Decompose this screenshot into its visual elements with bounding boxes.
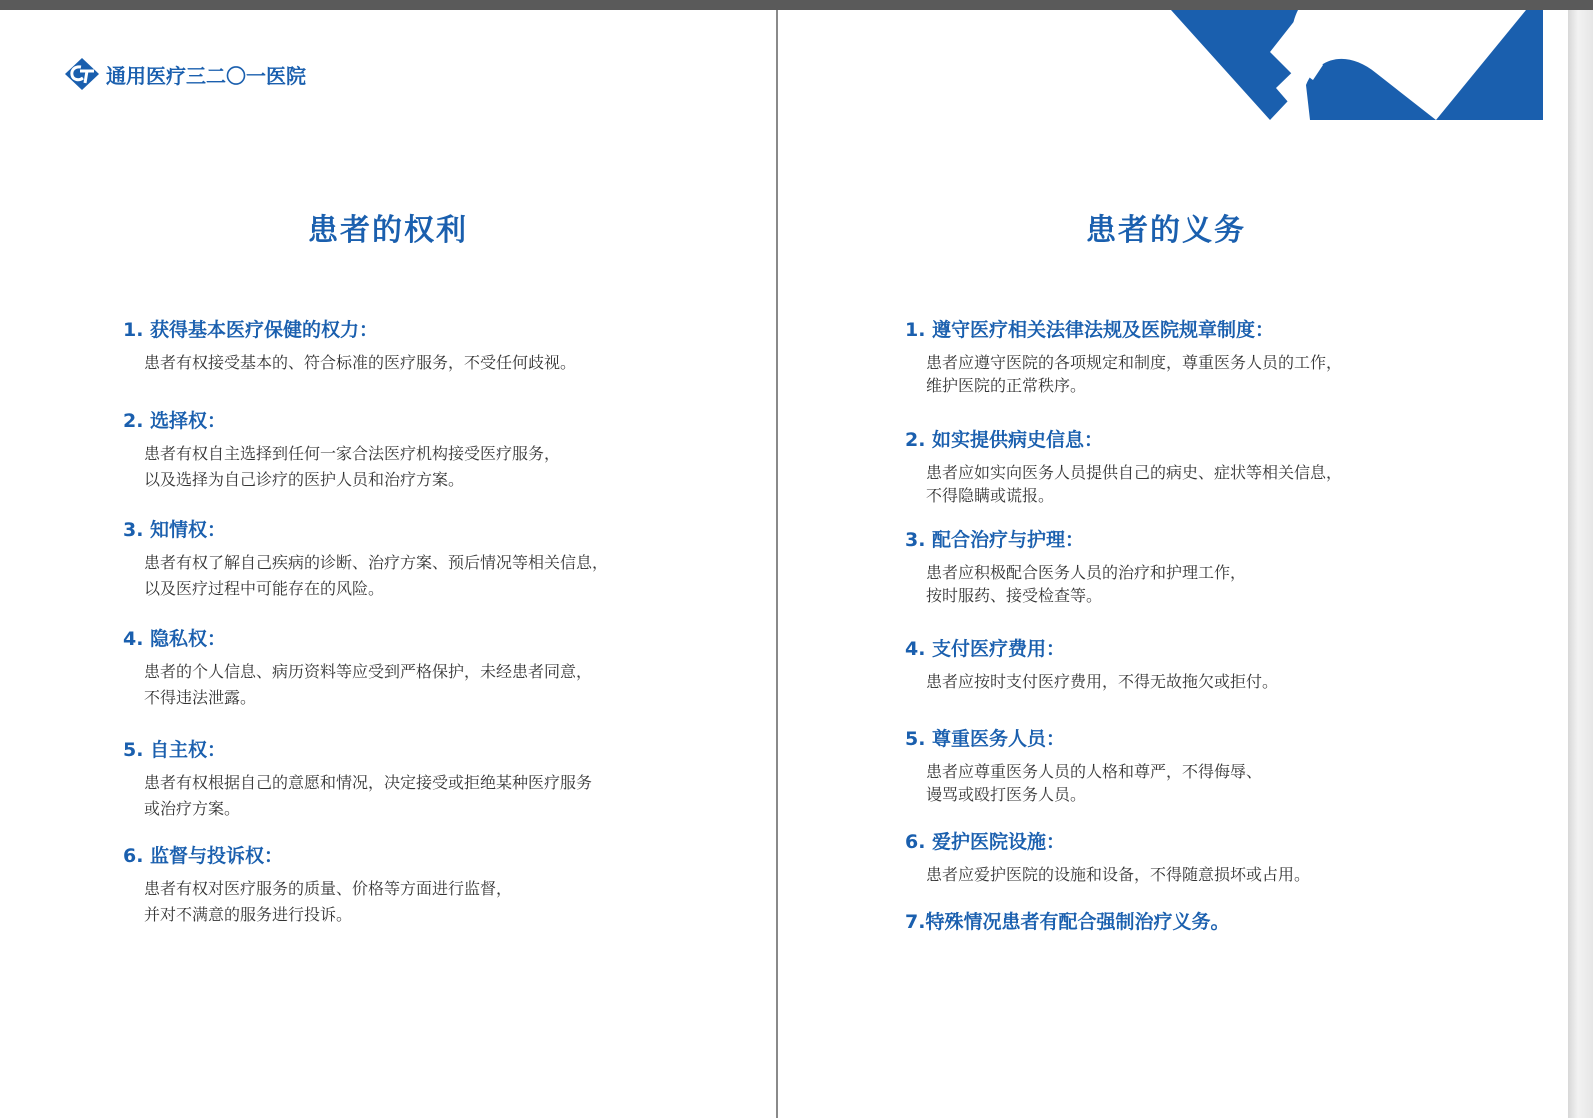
duties-item <box>905 425 1342 507</box>
rights-item-line: 不得违法泄露。 <box>144 688 257 707</box>
duties-item <box>905 907 1229 934</box>
rights-item-line: 患者有权了解自己疾病的诊断、治疗方案、预后情况等相关信息， <box>144 553 609 572</box>
rights-item-line: 以及医疗过程中可能存在的风险。 <box>144 579 385 598</box>
duties-item-body <box>926 461 1342 507</box>
corner-decoration <box>1168 10 1568 125</box>
duties-item <box>905 525 1246 607</box>
duties-item-line: 患者应如实向医务人员提供自己的病史、症状等相关信息， <box>926 463 1343 482</box>
duties-item <box>905 724 1262 806</box>
document-spread <box>0 10 1568 1118</box>
rights-item-heading: 2. 选择权： <box>123 410 227 432</box>
duties-item-body <box>926 863 1310 886</box>
rights-item <box>123 841 512 928</box>
duties-item-heading: 2. 如实提供病史信息： <box>905 429 1104 451</box>
page-edge <box>1568 10 1593 1118</box>
rights-item-line: 患者的个人信息、病历资料等应受到严格保护，未经患者同意， <box>144 662 593 681</box>
rights-item-line: 患者有权根据自己的意愿和情况，决定接受或拒绝某种医疗服务 <box>144 773 593 792</box>
duties-item-line: 患者应尊重医务人员的人格和尊严，不得侮辱、 <box>926 762 1263 781</box>
duties-item <box>905 634 1278 693</box>
duties-item-line: 患者应按时支付医疗费用，不得无故拖欠或拒付。 <box>926 672 1279 691</box>
rights-item-line: 患者有权接受基本的、符合标准的医疗服务，不受任何歧视。 <box>144 353 577 372</box>
duties-item-body <box>926 670 1278 693</box>
duties-item-line: 患者应遵守医院的各项规定和制度，尊重医务人员的工作， <box>926 353 1343 372</box>
rights-item-body <box>144 659 592 711</box>
hospital-logo-icon <box>64 57 100 91</box>
duties-item-line: 谩骂或殴打医务人员。 <box>926 785 1087 804</box>
rights-item-body <box>144 550 608 602</box>
rights-item <box>123 624 592 711</box>
duties-item-body <box>926 351 1342 397</box>
rights-item <box>123 406 560 493</box>
duties-item-line: 维护医院的正常秩序。 <box>926 376 1087 395</box>
hospital-logo <box>64 57 306 91</box>
duties-item <box>905 827 1310 886</box>
left-page <box>0 10 776 1118</box>
duties-item-heading: 6. 爱护医院设施： <box>905 831 1066 853</box>
rights-item-heading: 5. 自主权： <box>123 739 227 761</box>
duties-item-heading: 7.特殊情况患者有配合强制治疗义务。 <box>905 911 1230 933</box>
rights-item-line: 或治疗方案。 <box>144 799 241 818</box>
hospital-name: 通用医疗三二〇一医院 <box>106 63 306 88</box>
duties-item-line: 患者应积极配合医务人员的治疗和护理工作， <box>926 563 1247 582</box>
duties-item <box>905 315 1342 397</box>
duties-item-heading: 3. 配合治疗与护理： <box>905 529 1085 551</box>
duties-item-heading: 4. 支付医疗费用： <box>905 638 1066 660</box>
rights-item-heading: 6. 监督与投诉权： <box>123 845 284 867</box>
rights-item <box>123 735 592 822</box>
rights-item-line: 以及选择为自己诊疗的医护人员和治疗方案。 <box>144 470 465 489</box>
rights-item-heading: 4. 隐私权： <box>123 628 227 650</box>
duties-item-line: 患者应爱护医院的设施和设备，不得随意损坏或占用。 <box>926 865 1311 884</box>
rights-item-line: 并对不满意的服务进行投诉。 <box>144 905 353 924</box>
rights-item-body <box>144 770 592 822</box>
duties-item-heading: 5. 尊重医务人员： <box>905 728 1066 750</box>
rights-item <box>123 315 576 376</box>
right-page <box>778 10 1568 1118</box>
duties-item-line: 不得隐瞒或谎报。 <box>926 486 1055 505</box>
duties-item-heading: 1. 遵守医疗相关法律法规及医院规章制度： <box>905 319 1275 341</box>
rights-item-line: 患者有权自主选择到任何一家合法医疗机构接受医疗服务， <box>144 444 561 463</box>
rights-item-heading: 3. 知情权： <box>123 519 227 541</box>
rights-item-heading: 1. 获得基本医疗保健的权力： <box>123 319 379 341</box>
rights-item-body <box>144 876 512 928</box>
duties-item-line: 按时服药、接受检查等。 <box>926 586 1103 605</box>
duties-title: 患者的义务 <box>1086 213 1246 248</box>
rights-item-body <box>144 350 576 376</box>
rights-item-line: 患者有权对医疗服务的质量、价格等方面进行监督， <box>144 879 513 898</box>
duties-item-body <box>926 760 1262 806</box>
rights-item-body <box>144 441 560 493</box>
rights-title: 患者的权利 <box>308 213 468 248</box>
duties-item-body <box>926 561 1246 607</box>
rights-item <box>123 515 608 602</box>
